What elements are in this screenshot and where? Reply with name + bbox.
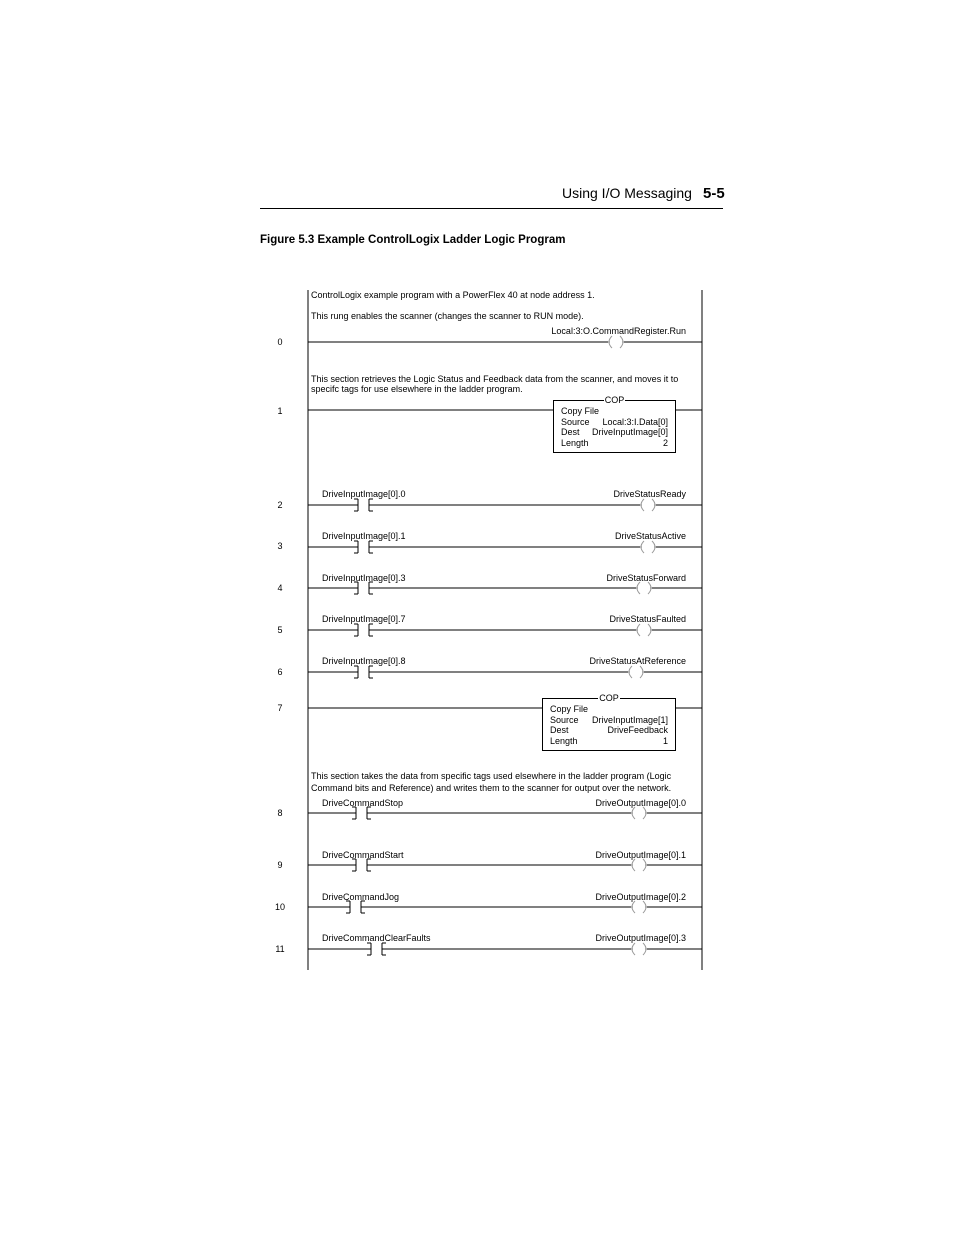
cop-source: DriveInputImage[1] [591, 714, 668, 725]
rung-number: 10 [274, 902, 285, 912]
coil-tag: DriveStatusActive [614, 531, 686, 541]
coil-tag: DriveOutputImage[0].3 [595, 933, 686, 943]
rung-number: 5 [277, 625, 283, 635]
rung-number: 1 [277, 406, 283, 416]
contact-tag: DriveCommandJog [322, 892, 400, 902]
cop-block [553, 395, 676, 453]
cop-block-title: COP [599, 693, 619, 703]
cop-source-label: Source [550, 714, 579, 725]
contact-tag: DriveInputImage[0].8 [322, 656, 406, 666]
contact-tag: DriveInputImage[0].1 [322, 531, 406, 541]
cop-block [542, 693, 676, 751]
cop-block-name: Copy File [561, 406, 600, 416]
coil-tag: DriveStatusFaulted [609, 614, 686, 624]
coil-tag: DriveStatusAtReference [589, 656, 686, 666]
rung-number: 3 [277, 541, 283, 551]
comment-input-section-1: This section retrieves the Logic Status and Feedback data from the scanner, and moves it to [311, 374, 679, 384]
rung-number: 9 [277, 860, 283, 870]
cop-length-label: Length [550, 735, 578, 746]
cop-dest: DriveInputImage[0] [591, 427, 668, 437]
figure-caption: Figure 5.3 Example ControlLogix Ladder Logic Program [260, 234, 566, 246]
contact-tag: DriveCommandClearFaults [322, 933, 431, 943]
rung-number: 4 [277, 583, 283, 593]
contact-tag: DriveCommandStart [322, 850, 404, 860]
cop-source: Local:3:I.Data[0] [602, 416, 668, 427]
contact-tag: DriveInputImage[0].7 [322, 614, 406, 624]
cop-source-label: Source [561, 416, 590, 427]
comment-output-section-1: This section takes the data from specific tags used elsewhere in the ladder program (Logic [311, 771, 672, 781]
cop-block-title: COP [604, 395, 625, 405]
rung-number: 2 [277, 500, 283, 510]
cop-dest-label: Dest [550, 725, 569, 735]
coil-tag: Local:3:O.CommandRegister.Run [551, 326, 686, 336]
rung-number: 0 [277, 337, 283, 347]
cop-length: 2 [662, 437, 668, 448]
coil-tag: DriveStatusForward [606, 573, 686, 583]
coil-tag: DriveStatusReady [613, 489, 686, 499]
comment-input-section-2: specifc tags for use elsewhere in the ladder program. [311, 384, 523, 394]
comment-output-section-2: Command bits and Reference) and writes them to the scanner for output over the network. [311, 783, 672, 793]
cop-dest-label: Dest [561, 427, 580, 437]
contact-tag: DriveCommandStop [322, 798, 404, 808]
comment-intro-2: This rung enables the scanner (changes the scanner to RUN mode). [311, 311, 584, 321]
comment-intro-1: ControlLogix example program with a PowerFlex 40 at node address 1. [311, 290, 595, 300]
cop-length: 1 [662, 735, 668, 746]
contact-tag: DriveInputImage[0].0 [322, 489, 406, 499]
cop-dest: DriveFeedback [607, 725, 668, 735]
coil-tag: DriveOutputImage[0].0 [595, 798, 686, 808]
page-header-title: Using I/O Messaging [562, 185, 692, 201]
coil-tag: DriveOutputImage[0].1 [595, 850, 686, 860]
coil-tag: DriveOutputImage[0].2 [595, 892, 686, 902]
cop-length-label: Length [561, 437, 589, 448]
rung-number: 7 [277, 703, 283, 713]
rung-number: 6 [277, 667, 283, 677]
rung-number: 8 [277, 808, 283, 818]
contact-tag: DriveInputImage[0].3 [322, 573, 406, 583]
rung-number: 11 [275, 944, 285, 954]
cop-block-name: Copy File [550, 704, 589, 714]
page-number: 5-5 [703, 185, 725, 202]
